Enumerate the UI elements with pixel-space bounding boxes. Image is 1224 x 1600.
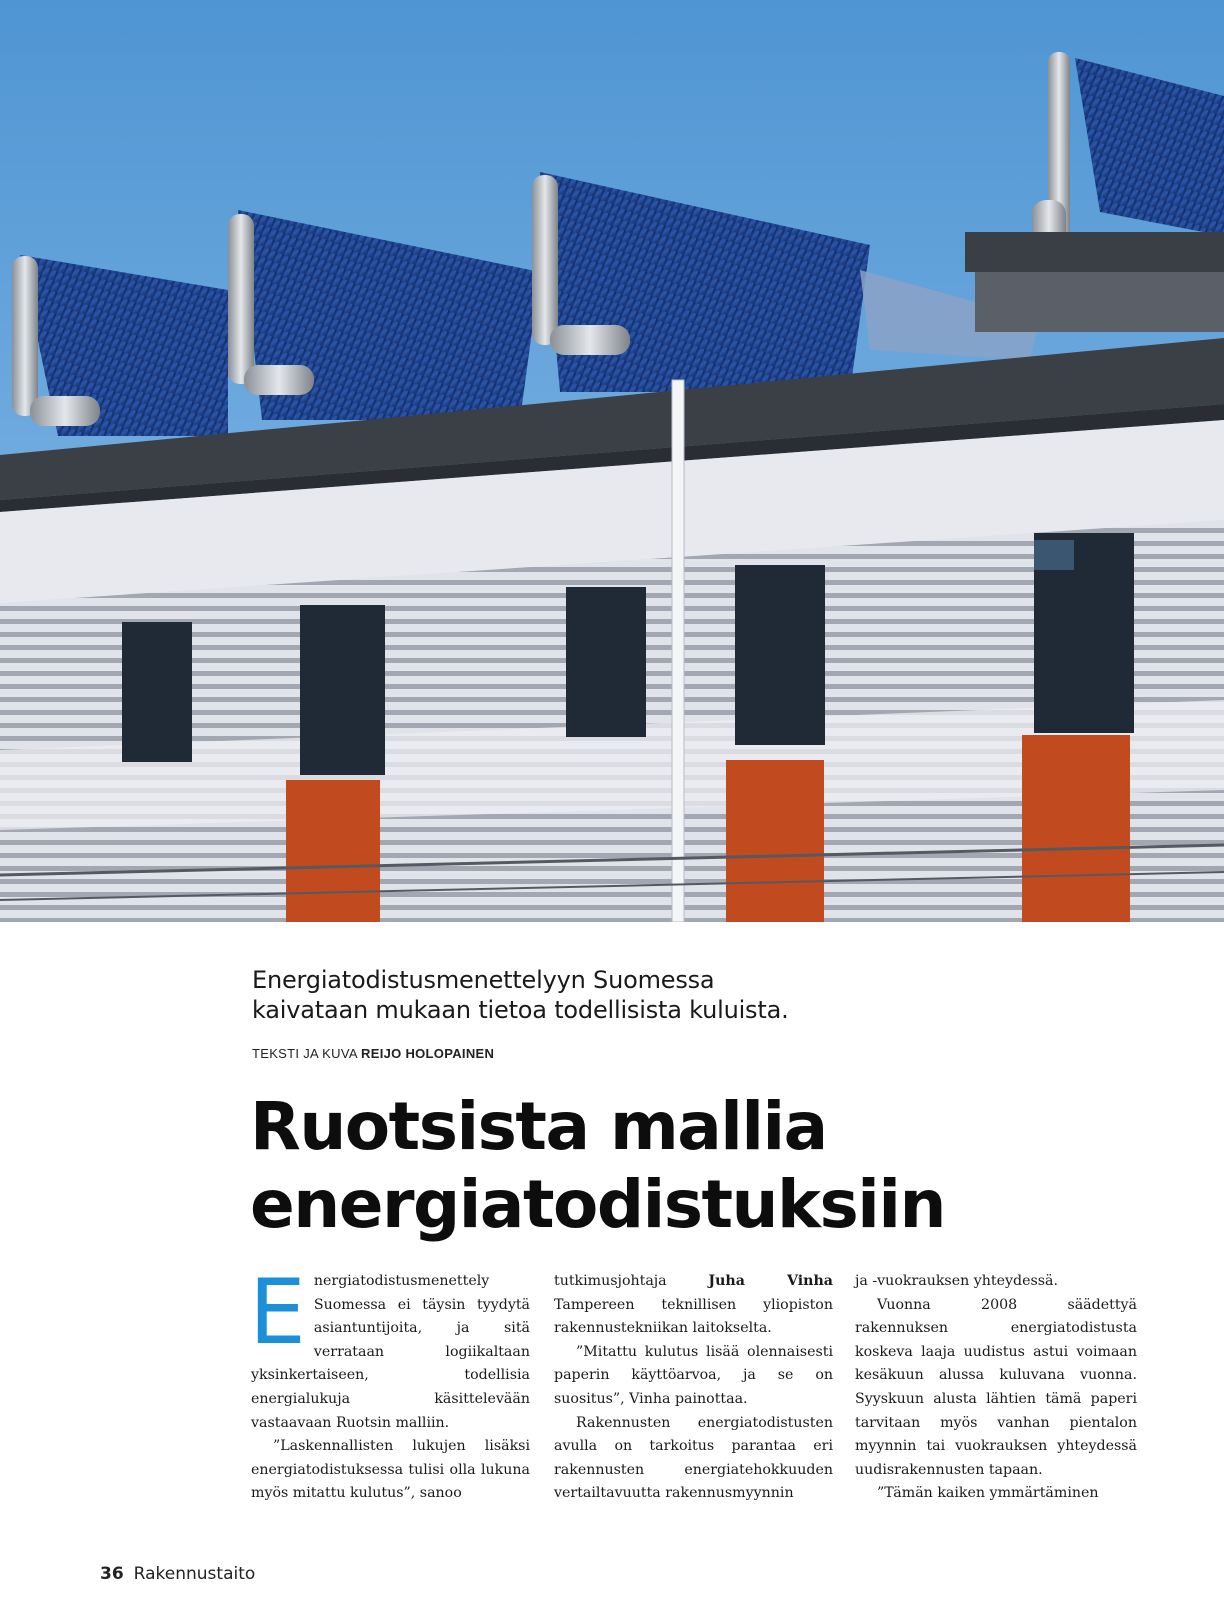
- byline-author: REIJO HOLOPAINEN: [361, 1046, 495, 1061]
- body-paragraph: [554, 1270, 833, 1341]
- body-paragraph: [249, 1260, 530, 1435]
- byline: [252, 1046, 494, 1061]
- body-paragraph: ”Tämän kaiken ymmärtäminen: [877, 1485, 1099, 1502]
- headline-line-2: energiatodistuksiin: [250, 1166, 945, 1243]
- headline-line-1: Ruotsista mallia: [250, 1088, 827, 1165]
- page-footer: [100, 1564, 255, 1584]
- drop-cap: E: [249, 1260, 306, 1365]
- interviewee-name: Juha Vinha: [708, 1273, 833, 1289]
- body-paragraph: Vuonna 2008 säädettyä rakennuksen energiatodistusta koskeva laaja uudistus astui voimaan kesäkuun alussa kuluvana vuonna. Syyskuun alusta lähtien tämä paperi tarvitaan myös vanhan pientalon myynnin tai vuokrauksen yhteydessä uudisrakennusten tapaan.: [855, 1296, 1137, 1478]
- body-column-1: [249, 1260, 530, 1506]
- body-column-3: [855, 1270, 1137, 1506]
- body-paragraph: ja -vuokrauksen yhteydessä.: [855, 1273, 1059, 1289]
- body-column-2: [554, 1270, 833, 1506]
- body-text: tutkimusjohtaja: [554, 1273, 667, 1289]
- publication-name: Rakennustaito: [133, 1564, 256, 1584]
- body-paragraph: ”Mitattu kulutus lisää olennaisesti paperin käyttöarvoa, ja se on suositus”, Vinha painottaa.: [554, 1343, 833, 1407]
- lede-line-1: Energiatodistusmenettelyyn Suomessa: [252, 966, 715, 994]
- page-number: 36: [100, 1564, 124, 1584]
- body-paragraph: Rakennusten energiatodistusten avulla on tarkoitus parantaa eri rakennusten energiatehokkuuden vertailtavuutta rakennusmyynnin: [554, 1414, 833, 1502]
- lede-line-2: kaivataan mukaan tietoa todellisista kuluista.: [252, 996, 789, 1024]
- article-headline: [250, 1088, 1150, 1244]
- downpipe: [672, 380, 684, 922]
- article-lede: [252, 965, 952, 1025]
- body-text: nergiatodistusmenettely Suomessa ei täysin tyydytä asiantuntijoita, ja sitä verrataan logiikaltaan yksinkertaiseen, todellisia energialukuja käsittelevään vastaavaan Ruotsin malliin.: [251, 1273, 530, 1431]
- byline-prefix: TEKSTI JA KUVA: [252, 1046, 358, 1061]
- body-text: Tampereen teknillisen yliopiston rakennustekniikan laitokselta.: [554, 1296, 833, 1337]
- body-paragraph: ”Laskennallisten lukujen lisäksi energiatodistuksessa tulisi olla lukuna myös mitattu kulutus”, sanoo: [251, 1438, 530, 1502]
